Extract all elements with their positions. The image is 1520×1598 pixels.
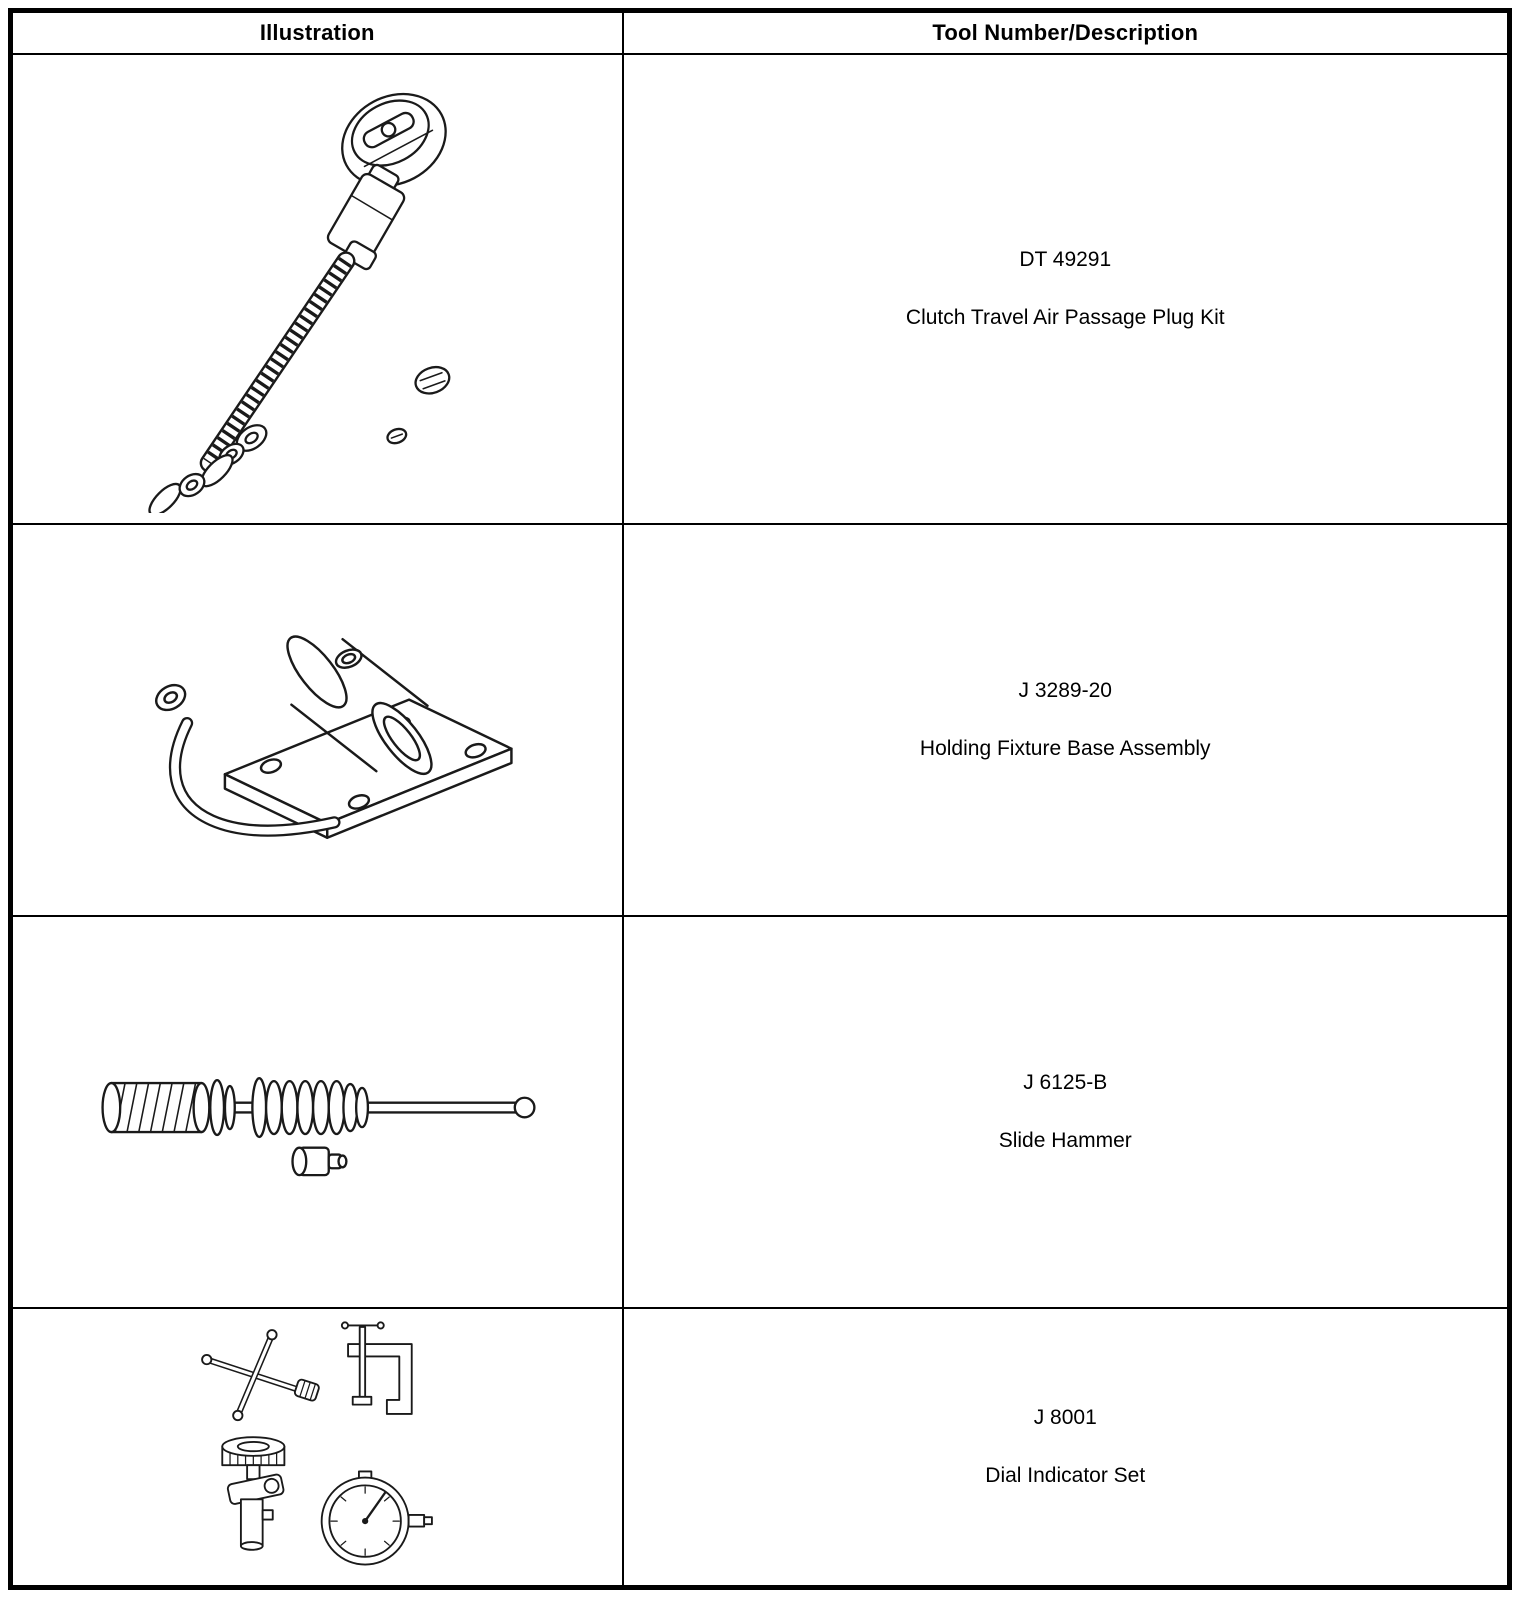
illustration-cell bbox=[11, 916, 623, 1308]
clutch-travel-air-passage-plug-kit-illustration bbox=[97, 61, 537, 513]
tool-description: Dial Indicator Set bbox=[985, 1464, 1146, 1487]
tool-description: Holding Fixture Base Assembly bbox=[919, 737, 1211, 760]
table-row bbox=[11, 524, 1510, 916]
tool-description: Clutch Travel Air Passage Plug Kit bbox=[905, 306, 1225, 329]
description-cell bbox=[623, 916, 1510, 1308]
holding-fixture-base-assembly-illustration bbox=[97, 554, 537, 882]
description-cell bbox=[623, 524, 1510, 916]
tool-number: DT 49291 bbox=[1019, 247, 1112, 271]
description-cell bbox=[623, 1308, 1510, 1588]
dial-indicator-set-illustration bbox=[185, 1313, 449, 1577]
illustration-cell bbox=[11, 1308, 623, 1588]
tool-number: J 3289-20 bbox=[1018, 678, 1112, 702]
tool-number: J 6125-B bbox=[1023, 1070, 1108, 1094]
table-header-row bbox=[11, 11, 1510, 55]
illustration-cell bbox=[11, 524, 623, 916]
special-tools-table bbox=[8, 8, 1512, 1590]
tool-number: J 8001 bbox=[1033, 1405, 1097, 1429]
header-tool-number-description: Tool Number/Description bbox=[623, 11, 1510, 55]
slide-hammer-illustration bbox=[82, 1024, 552, 1196]
description-cell bbox=[623, 54, 1510, 524]
illustration-cell bbox=[11, 54, 623, 524]
table-row bbox=[11, 54, 1510, 524]
header-illustration: Illustration bbox=[11, 11, 623, 55]
table-row bbox=[11, 916, 1510, 1308]
tool-description: Slide Hammer bbox=[998, 1129, 1132, 1152]
table-row bbox=[11, 1308, 1510, 1588]
